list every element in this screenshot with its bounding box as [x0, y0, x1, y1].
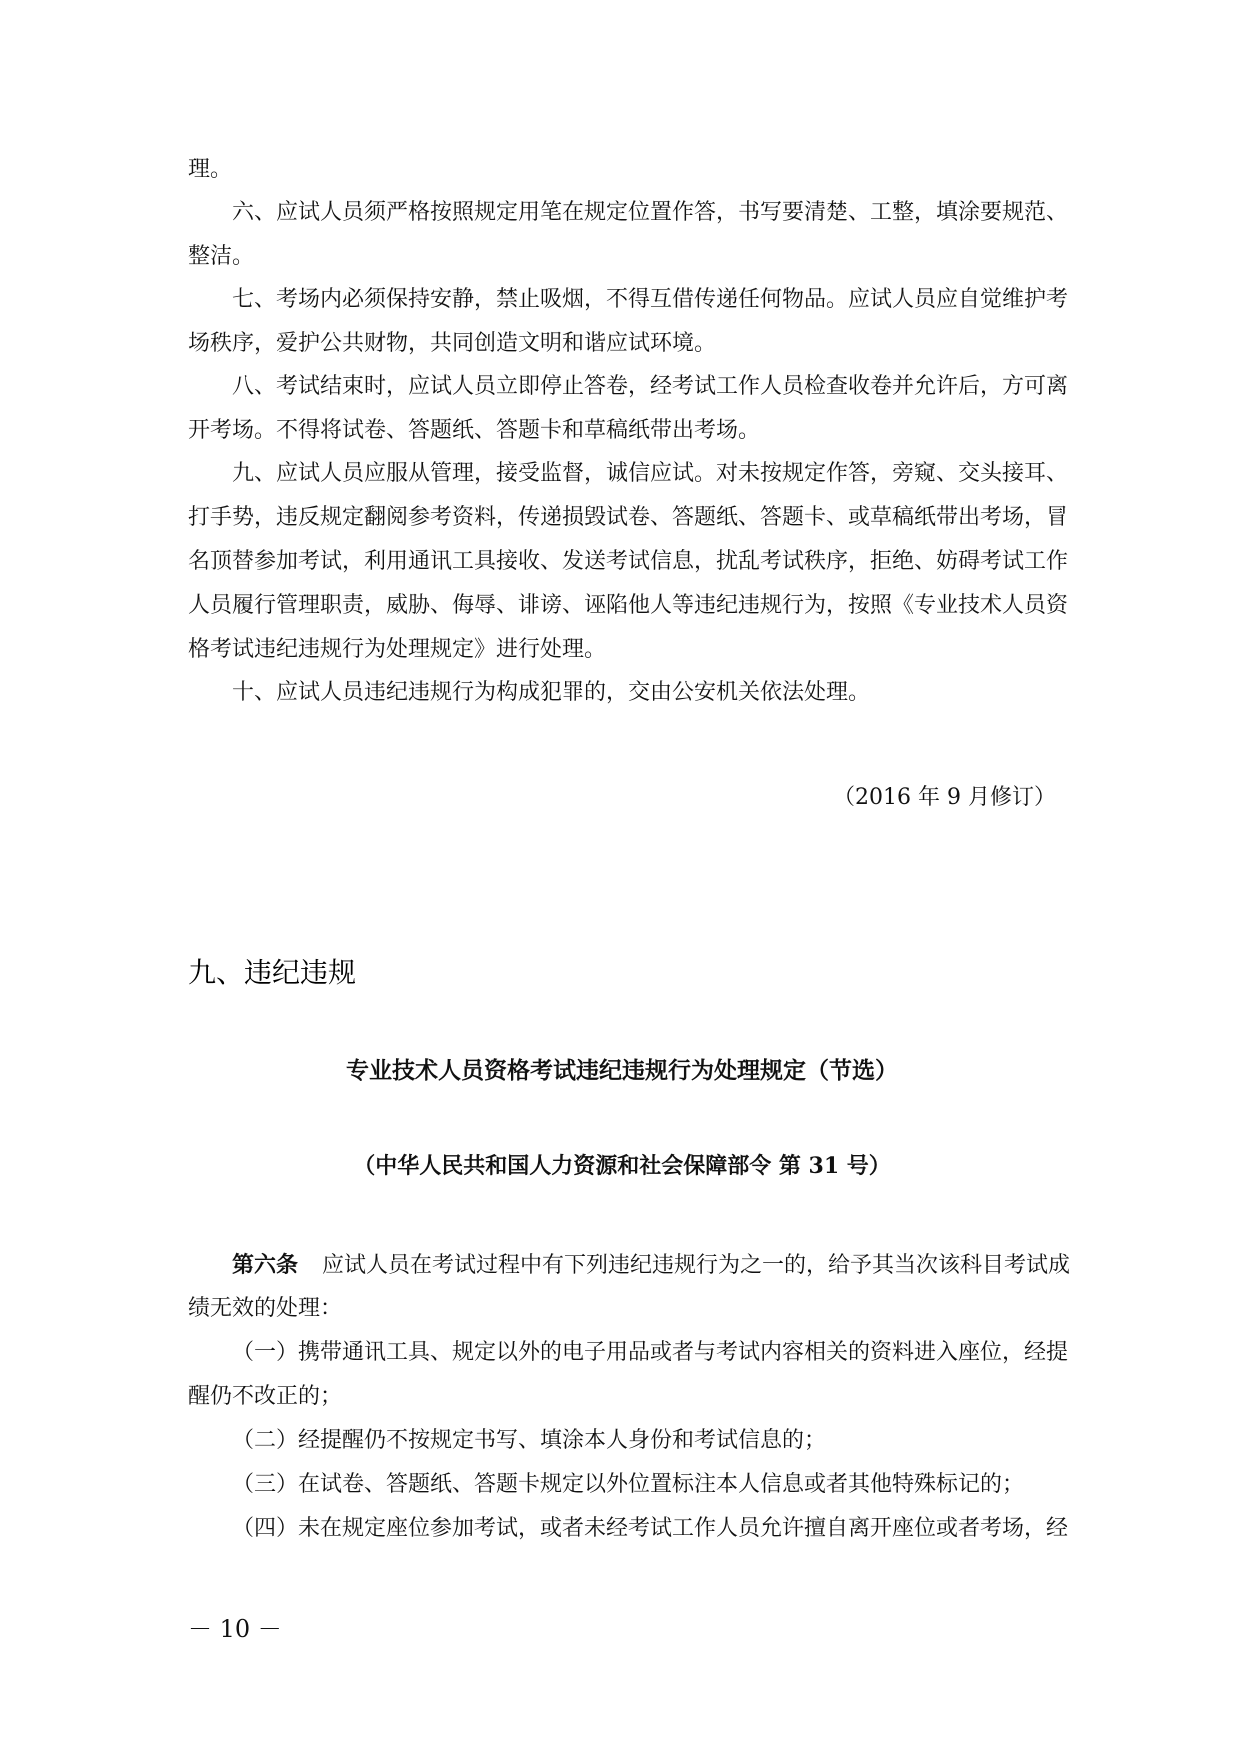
- article-item-1-cont: 醒仍不改正的；: [188, 1384, 343, 1409]
- paragraph-line: 打手势，违反规定翻阅参考资料，传递损毁试卷、答题纸、答题卡、或草稿纸带出考场，冒: [188, 505, 1069, 530]
- rule-eight: 八、考试结束时，应试人员立即停止答卷，经考试工作人员检查收卷并允许后，方可离: [232, 374, 1069, 399]
- rule-six: 六、应试人员须严格按照规定用笔在规定位置作答，书写要清楚、工整，填涂要规范、: [232, 200, 1069, 225]
- article-six-first-line: [232, 1249, 1071, 1282]
- decree-number: （中华人民共和国人力资源和社会保障部令 第 31 号）: [353, 1153, 891, 1179]
- article-item-3: （三）在试卷、答题纸、答题卡规定以外位置标注本人信息或者其他特殊标记的；: [232, 1472, 1025, 1497]
- rule-nine: 九、应试人员应服从管理，接受监督，诚信应试。对未按规定作答，旁窥、交头接耳、: [232, 461, 1069, 486]
- article-item-1: （一）携带通讯工具、规定以外的电子用品或者与考试内容相关的资料进入座位，经提: [232, 1340, 1069, 1365]
- paragraph-line: 开考场。不得将试卷、答题纸、答题卡和草稿纸带出考场。: [188, 418, 761, 443]
- article-label: 第六条: [232, 1252, 299, 1278]
- article-text: 应试人员在考试过程中有下列违纪违规行为之一的，给予其当次该科目考试成: [322, 1253, 1071, 1278]
- article-item-2: （二）经提醒仍不按规定书写、填涂本人身份和考试信息的；: [232, 1428, 827, 1453]
- rule-seven: 七、考场内必须保持安静，禁止吸烟，不得互借传递任何物品。应试人员应自觉维护考: [232, 287, 1069, 312]
- page-number: － 10 －: [188, 1615, 282, 1643]
- paragraph-line: 格考试违纪违规行为处理规定》进行处理。: [188, 637, 607, 662]
- section-title: 九、违纪违规: [188, 956, 357, 989]
- article-item-4: （四）未在规定座位参加考试，或者未经考试工作人员允许擅自离开座位或者考场，经: [232, 1516, 1069, 1541]
- revision-note: （2016 年 9 月修订）: [833, 785, 1056, 810]
- paragraph-line: 名顶替参加考试，利用通讯工具接收、发送考试信息，扰乱考试秩序，拒绝、妨碍考试工作: [188, 549, 1069, 574]
- paragraph-line: 场秩序，爱护公共财物，共同创造文明和谐应试环境。: [188, 331, 717, 356]
- paragraph-line: 整洁。: [188, 244, 255, 269]
- article-six-cont: 绩无效的处理：: [188, 1296, 343, 1321]
- document-title: 专业技术人员资格考试违纪违规行为处理规定（节选）: [346, 1057, 898, 1084]
- rule-ten: 十、应试人员违纪违规行为构成犯罪的，交由公安机关依法处理。: [232, 680, 871, 705]
- paragraph-line: 人员履行管理职责，威胁、侮辱、诽谤、诬陷他人等违纪违规行为，按照《专业技术人员资: [188, 593, 1069, 618]
- paragraph-line: 理。: [188, 157, 233, 182]
